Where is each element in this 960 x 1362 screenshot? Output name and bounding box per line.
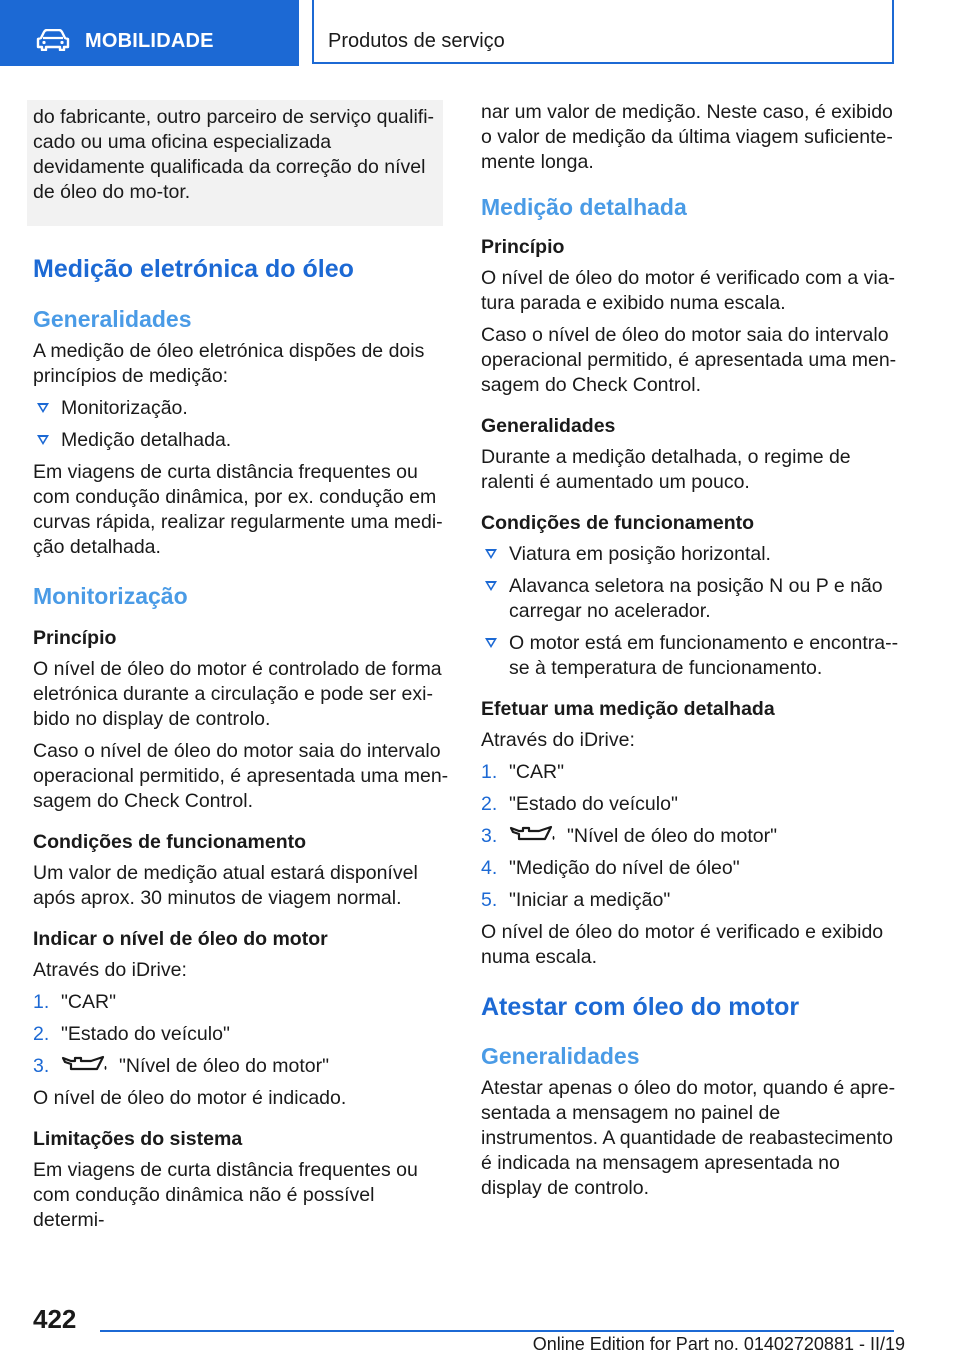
continuation-text: nar um valor de medição. Neste caso, é exibido o valor de medição da última viagem suficiente-mente longa. <box>481 101 893 173</box>
step-text: "Estado do veículo" <box>61 1023 230 1045</box>
footer-rule <box>100 1330 894 1332</box>
conditions-text: Um valor de medição atual estará disponível após aprox. 30 minutos de viagem normal. <box>33 862 418 909</box>
list-item-text: Medição detalhada. <box>61 429 232 451</box>
note-box <box>27 100 443 226</box>
heading-detailed-measurement: Medição detalhada <box>481 194 687 220</box>
step-item <box>481 824 899 849</box>
heading-monitoring: Monitorização <box>33 583 188 609</box>
heading-conditions: Condições de funcionamento <box>33 831 307 853</box>
right-column <box>481 100 899 1201</box>
chapter-tab-label: MOBILIDADE <box>85 30 214 52</box>
page-header <box>0 0 960 66</box>
step-text: "Nível de óleo do motor" <box>567 825 778 847</box>
step-item <box>481 856 899 881</box>
car-icon <box>36 29 70 51</box>
step-text: "Medição do nível de óleo" <box>509 857 740 879</box>
step-item <box>481 888 899 913</box>
principles-list <box>33 396 449 453</box>
step-number: 4. <box>481 857 498 879</box>
list-item-text: Monitorização. <box>61 397 188 419</box>
via-idrive-text: Através do iDrive: <box>481 729 635 751</box>
step-text: "CAR" <box>509 761 565 783</box>
step-number: 1. <box>33 991 50 1013</box>
heading-indicate-level: Indicar o nível de óleo do motor <box>33 928 328 950</box>
list-item-text: Alavanca seletora na posição N ou P e não carregar no acelerador. <box>509 575 883 622</box>
heading-general: Generalidades <box>33 306 192 332</box>
topup-text: Atestar apenas o óleo do motor, quando é apre-sentada a mensagem no painel de instrumentos. A quantidade de reabastecimento é indicada na mensagem apresentada no display de controlo. <box>481 1077 896 1199</box>
oil-can-icon <box>61 1054 109 1074</box>
step-item <box>481 792 899 817</box>
step-item <box>481 760 899 785</box>
general-text: A medição de óleo eletrónica dispões de dois princípios de medição: <box>33 340 425 387</box>
page-number: 422 <box>33 1304 77 1334</box>
step-number: 3. <box>481 825 498 847</box>
triangle-bullet-icon <box>37 435 49 445</box>
heading-topup-oil: Atestar com óleo do motor <box>481 993 800 1021</box>
section-title: Produtos de serviço <box>328 30 505 52</box>
triangle-bullet-icon <box>485 549 497 559</box>
step-text: "Estado do veículo" <box>509 793 678 815</box>
steps-list <box>481 760 899 913</box>
list-item <box>481 631 899 681</box>
step-number: 2. <box>33 1023 50 1045</box>
list-item-text: Viatura em posição horizontal. <box>509 543 771 565</box>
triangle-bullet-icon <box>37 403 49 413</box>
limitations-text: Em viagens de curta distância frequentes ou com condução dinâmica não é possível determi- <box>33 1159 418 1231</box>
list-item <box>481 542 899 567</box>
step-number: 5. <box>481 889 498 911</box>
heading-electronic-measurement: Medição eletrónica do óleo <box>33 255 354 283</box>
principle-text-1: O nível de óleo do motor é verificado com a via-tura parada e exibido numa escala. <box>481 267 896 314</box>
triangle-bullet-icon <box>485 638 497 648</box>
general-text: Durante a medição detalhada, o regime de ralenti é aumentado um pouco. <box>481 446 851 493</box>
step-number: 1. <box>481 761 498 783</box>
list-item <box>33 428 449 453</box>
via-idrive-text: Através do iDrive: <box>33 959 187 981</box>
step-text: "Iniciar a medição" <box>509 889 671 911</box>
principle-text-1: O nível de óleo do motor é controlado de forma eletrónica durante a circulação e pode ser exi-bido no display de controlo. <box>33 658 442 730</box>
step-text: "Nível de óleo do motor" <box>119 1055 330 1077</box>
oil-can-icon <box>509 824 557 844</box>
heading-general-topup: Generalidades <box>481 1043 640 1069</box>
list-item <box>481 574 899 624</box>
list-item-text: O motor está em funcionamento e encontra--se à temperatura de funcionamento. <box>509 632 899 679</box>
heading-perform-measurement: Efetuar uma medição detalhada <box>481 698 775 720</box>
indicated-text: O nível de óleo do motor é indicado. <box>33 1087 347 1109</box>
heading-limitations: Limitações do sistema <box>33 1128 243 1150</box>
section-tab <box>312 0 894 64</box>
left-column <box>33 100 449 1233</box>
note-text: do fabricante, outro parceiro de serviço qualifi-cado ou uma oficina especializada devidamente qualificada da correção do nível de óleo do mo-tor. <box>33 106 435 203</box>
principle-text-2: Caso o nível de óleo do motor saia do intervalo operacional permitido, é apresentada uma men-sagem do Check Control. <box>33 740 449 812</box>
steps-list <box>33 990 449 1079</box>
step-text: "CAR" <box>61 991 117 1013</box>
result-text: O nível de óleo do motor é verificado e exibido numa escala. <box>481 921 884 968</box>
heading-principle: Princípio <box>481 236 565 258</box>
heading-principle: Princípio <box>33 627 117 649</box>
triangle-bullet-icon <box>485 581 497 591</box>
heading-conditions: Condições de funcionamento <box>481 512 755 534</box>
edition-text: Online Edition for Part no. 01402720881 - II/19 <box>532 1334 905 1354</box>
step-number: 3. <box>33 1055 50 1077</box>
conditions-list <box>481 542 899 681</box>
step-number: 2. <box>481 793 498 815</box>
heading-general: Generalidades <box>481 415 616 437</box>
short-trips-text: Em viagens de curta distância frequentes ou com condução dinâmica, por ex. condução em curvas rápida, realizar regularmente uma medi-ção detalhada. <box>33 461 443 558</box>
list-item <box>33 396 449 421</box>
step-item <box>33 990 449 1015</box>
chapter-tab <box>0 0 299 66</box>
step-item <box>33 1022 449 1047</box>
step-item <box>33 1054 449 1079</box>
principle-text-2: Caso o nível de óleo do motor saia do intervalo operacional permitido, é apresentada uma men-sagem do Check Control. <box>481 324 897 396</box>
